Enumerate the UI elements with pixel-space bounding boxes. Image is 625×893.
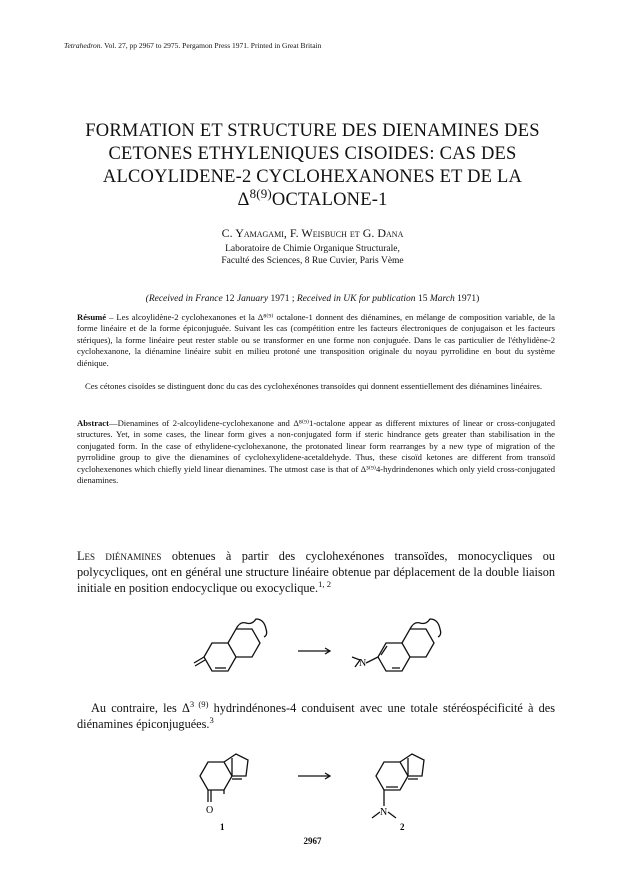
- abstract-paragraph: [77, 418, 555, 486]
- title-line-4: $\Delta^{8(9)}OCTALONE-1$: [237, 185, 388, 210]
- body-lead: Les diénamines: [77, 549, 162, 563]
- title-line-3: ALCOYLIDENE-2 CYCLOHEXANONES ET DE LA: [102, 167, 523, 187]
- received-dates: (Received in France 12 January 1971 ; Received in UK for publication 15 March 1971): [145, 294, 480, 304]
- body-paragraph-2: Au contraire, les $\Delta^{3 (9)}$ hydrindénones-4 conduisent avec une totale stéréospécificité à des diénamines épiconjuguées.$^3$: [77, 698, 556, 731]
- resume-paragraph: [77, 312, 555, 369]
- nitrogen-atom-1: N: [359, 658, 367, 669]
- affiliation: [0, 243, 625, 267]
- affiliation-line-2: Faculté des Sciences, 8 Rue Cuvier, Paris Vème: [221, 256, 404, 266]
- compound-label-2: 2: [400, 822, 405, 832]
- title-line-1: FORMATION ET STRUCTURE DES DIENAMINES DES: [85, 121, 540, 141]
- ref-3: 3: [209, 714, 214, 725]
- journal-details: Vol. 27, pp 2967 to 2975. Pergamon Press 1971. Printed in Great Britain: [104, 41, 322, 50]
- resume-text: – Les alcoylidène-2 cyclohexanones et la Δ⁸⁽⁹⁾ octalone-1 donnent des diénamines, en mélange de composition variable, de la forme linéaire et de la forme épiconjuguée. Suivant les cas (compétition entre les facteurs électroniques de conjugaison et les facteurs stériques), la forme linéaire peut rester stable ou se transformer en une forme non conjuguée. Dans le cas particulier de l'éthylidène-2 cyclohexanone, la diénamine linéaire subit en milieu protoné une transposition originale du noyau pyrrolidine en bout du système diénique.: [77, 312, 555, 368]
- title-line-2: CETONES ETHYLENIQUES CISOIDES: CAS DES: [108, 144, 517, 164]
- scheme-1: [180, 605, 480, 680]
- body-paragraph-1: Les diénamines obtenues à partir des cyclohexénones transoïdes, monocycliques ou polycycliques, ont en général une structure linéaire obtenue par déplacement de la double liaison initiale en position endocyclique ou exocyclique.$^{1, 2}$: [77, 549, 555, 595]
- resume-paragraph-2: Ces cétones cisoïdes se distinguent donc du cas des cyclohexénones transoïdes qui donnent essentiellement des diénamines linéaires.: [85, 381, 543, 391]
- abstract-label: Abstract: [77, 418, 109, 428]
- affiliation-line-1: Laboratoire de Chimie Organique Structurale,: [225, 244, 400, 254]
- resume-label: Résumé: [77, 312, 107, 322]
- page-number: 2967: [303, 836, 322, 846]
- journal-name: Tetrahedron.: [64, 41, 103, 50]
- nitrogen-atom-2: N: [380, 807, 388, 818]
- scheme-2: [180, 748, 480, 833]
- ref-1-2: 1, 2: [318, 578, 331, 589]
- authors: C. Yamagami, F. Weisbuch et G. Dana: [221, 226, 404, 240]
- compound-label-1: 1: [220, 822, 225, 832]
- journal-header: [64, 41, 321, 50]
- paper-title: [40, 120, 585, 212]
- abstract-text: —Dienamines of 2-alcoylidene-cyclohexanone and Δ⁸⁽⁹⁾1-octalone appear as different mixtures of linear or cross-conjugated structures. Yet, in some cases, the linear form gives a non-conjugated form if steric hindrance gets greater than stabilisation in the conjugated form. In the case of ethylidene-cyclohexanone, the protonated linear form rearranges by a new type of migration of the pyrrolidine group to give the dienamines of cyclohexylidene-acetaldehyde. Thus, these cisoïd ketones are different from transoïd cyclohexenones which chiefly yield linear dienamines. The utmost case is that of Δ³⁽⁹⁾4-hydrindenones which only yield cross-conjugated dienamines.: [77, 418, 555, 486]
- oxygen-atom: O: [206, 805, 214, 816]
